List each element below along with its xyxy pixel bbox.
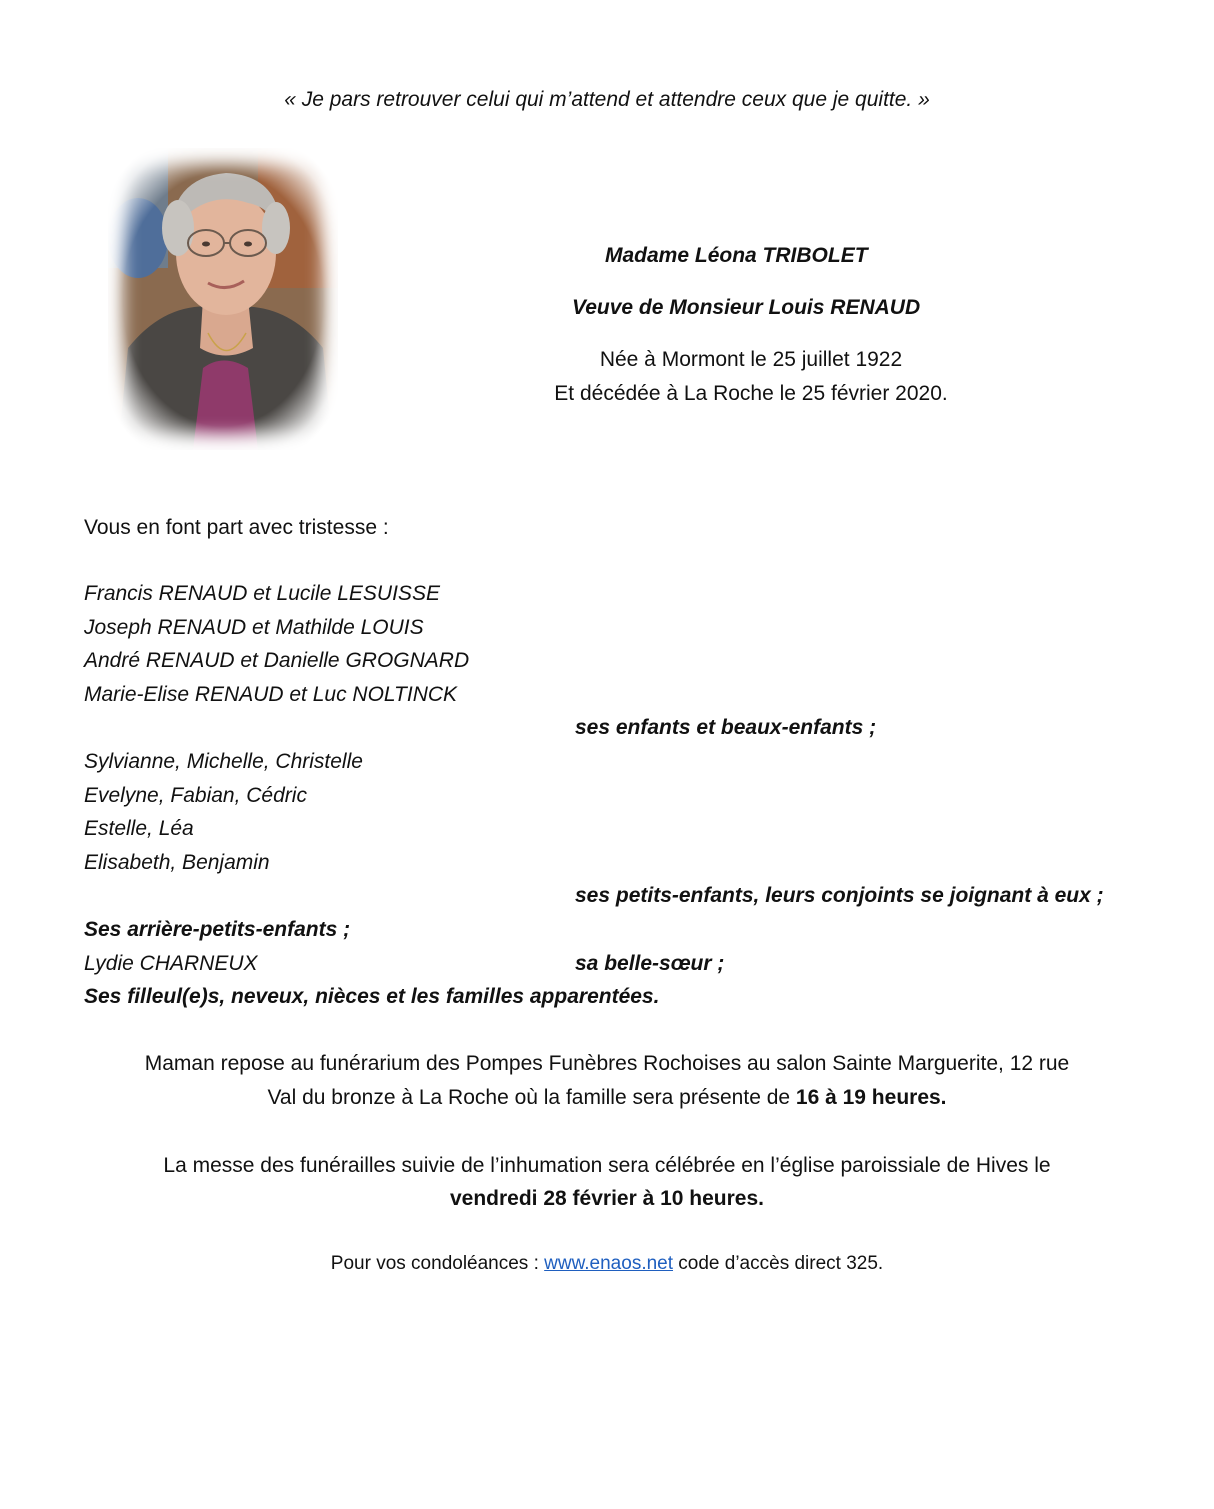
condolences-prefix: Pour vos condoléances : [330,1253,545,1274]
widow-of: Veuve de Monsieur Louis RENAUD [572,296,921,319]
funerarium-location: Val du bronze à La Roche où la famille sera présente de [267,1086,796,1109]
grandchildren-names: Evelyne, Fabian, Cédric [84,784,307,807]
sister-in-law-name: Lydie CHARNEUX [84,952,258,975]
extended-family: Ses filleul(e)s, neveux, nièces et les familles apparentées. [84,985,660,1008]
great-grandchildren: Ses arrière-petits-enfants ; [84,918,351,941]
grandchildren-relation: ses petits-enfants, leurs conjoints se joignant à eux ; [575,884,1104,907]
funerarium-info-continued [0,1086,1214,1110]
mass-info: La messe des funérailles suivie de l’inhumation sera célébrée en l’église paroissiale de Hives le [163,1154,1051,1177]
sister-in-law-relation: sa belle-sœur ; [575,952,725,975]
funerarium-info: Maman repose au funérarium des Pompes Funèbres Rochoises au salon Sainte Marguerite, 12 rue [144,1052,1070,1075]
condolences-link[interactable]: www.enaos.net [544,1253,674,1274]
grandchildren-names: Estelle, Léa [84,817,194,840]
condolences-line [0,1253,1214,1275]
announcement-intro: Vous en font part avec tristesse : [84,516,389,539]
children-relation: ses enfants et beaux-enfants ; [575,716,877,739]
child-couple: André RENAUD et Danielle GROGNARD [84,649,470,672]
grandchildren-names: Elisabeth, Benjamin [84,851,270,874]
child-couple: Marie-Elise RENAUD et Luc NOLTINCK [84,683,458,706]
child-couple: Joseph RENAUD et Mathilde LOUIS [84,616,424,639]
grandchildren-names: Sylvianne, Michelle, Christelle [84,750,363,773]
birth-line: Née à Mormont le 25 juillet 1922 [599,348,903,371]
mass-date: vendredi 28 février à 10 heures. [449,1187,764,1210]
condolences-suffix: code d’accès direct 325. [673,1253,884,1274]
epigraph-quote: « Je pars retrouver celui qui m’attend et attendre ceux que je quitte. » [284,88,930,111]
deceased-name: Madame Léona TRIBOLET [605,244,868,267]
death-line: Et décédée à La Roche le 25 février 2020. [554,382,948,405]
child-couple: Francis RENAUD et Lucile LESUISSE [84,582,440,605]
visiting-hours: 16 à 19 heures. [795,1086,947,1109]
